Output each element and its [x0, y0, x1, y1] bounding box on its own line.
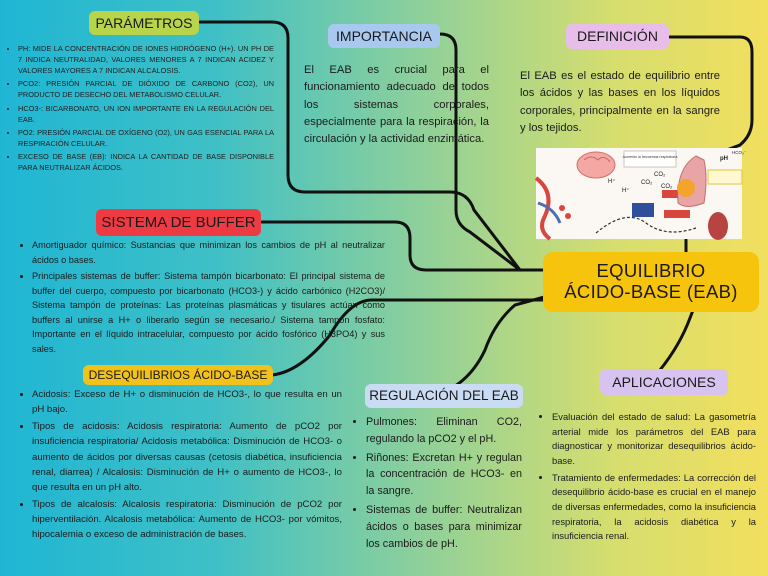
definicion-text: El EAB es el estado de equilibrio entre los ácidos y las bases en los líquidos corporales, principalmente en la sangre y los tejidos. [520, 70, 720, 135]
list-item: • PCO2: PRESIÓN PARCIAL DE DIÓXIDO DE CARBONO (CO2), UN PRODUCTO DE DESECHO DEL METABOLISMO CELULAR. [18, 78, 274, 100]
illustration [536, 148, 747, 239]
ph-label: pH [720, 156, 728, 162]
list-item: • PO2: PRESIÓN PARCIAL DE OXÍGENO (O2), UN GAS ESENCIAL PARA LA RESPIRACIÓN CELULAR. [18, 127, 274, 149]
desequilibrios-list [20, 387, 342, 545]
h-ion-label: H⁺ [622, 188, 630, 194]
list-item: • Pulmones: Eliminan CO2, regulando la pCO2 y el pH. [366, 414, 522, 448]
list-item: • Acidosis: Exceso de H+ o disminución de HCO3-, lo que resulta en un pH bajo. [32, 387, 342, 417]
kidney-icon [708, 212, 728, 240]
definicion-title: DEFINICIÓN [566, 24, 669, 49]
regulacion-title: REGULACIÓN DEL EAB [365, 384, 523, 408]
list-item: • EXCESO DE BASE (EB): INDICA LA CANTIDAD DE BASE DISPONIBLE PARA NEUTRALIZAR ÁCIDOS. [18, 151, 274, 173]
center-title: EQUILIBRIO ÁCIDO-BASE (EAB) [564, 260, 738, 302]
parametros-list [6, 43, 274, 175]
line-aplicaciones [660, 305, 695, 370]
list-item: • Evaluación del estado de salud: La gasometría arterial mide los parámetros del EAB para diagnosticar y monitorizar desequilibrios ácido-base. [552, 410, 756, 469]
line-regulacion [440, 296, 548, 394]
list-item: • Tipos de alcalosis: Alcalosis respiratoria: Disminución de pCO2 por hiperventilación. Alcalosis metabólica: Aumento de HCO3- por vómitos, hipocalemia o exceso de administración de bases. [32, 497, 342, 542]
co2-label: CO₂ [661, 184, 673, 190]
buffer-title: SISTEMA DE BUFFER [96, 209, 261, 236]
list-item: • Riñones: Excretan H+ y regulan la concentración de HCO3- en la sangre. [366, 450, 522, 500]
list-item: • Sistemas de buffer: Neutralizan ácidos o bases para minimizar los cambios de pH. [366, 502, 522, 552]
desequilibrios-title: DESEQUILIBRIOS ÁCIDO-BASE [83, 365, 273, 385]
illustration-banner: Aumento la frecuencia respiratoria [622, 155, 678, 159]
aplicaciones-list [540, 410, 756, 546]
list-item: • Tipos de acidosis: Acidosis respiratoria: Aumento de pCO2 por insuficiencia respiratoria/ Acidosis metabólica: Disminución de HCO3- o aumento de ácidos por diversas causas (cetosis diabética, insuficiencia renal, diarrea) / Alcalosis: Disminución de H+ o aumento de HCO3-, lo que resulta en un pH alto. [32, 419, 342, 495]
parametros-title: PARÁMETROS [89, 11, 199, 35]
physiology-illustration [536, 148, 747, 239]
regulacion-list [354, 414, 522, 555]
brain-icon [577, 152, 615, 178]
list-item: • HCO3-: BICARBONATO, UN ION IMPORTANTE EN LA REGULACIÓN DEL EAB. [18, 103, 274, 125]
buffer-list [20, 238, 385, 358]
co2-label: CO₂ [654, 172, 666, 178]
hco3-label: HCO₃⁻ [732, 150, 747, 155]
h-ion-label: H⁺ [608, 179, 616, 185]
list-item: • Tratamiento de enfermedades: La corrección del desequilibrio ácido-base es crucial en el manejo de diversas enfermedades, como la insuficiencia respiratoria, la acidosis diabética y la insuficiencia renal. [552, 471, 756, 544]
list-item: • Amortiguador químico: Sustancias que minimizan los cambios de pH al neutralizar ácidos o bases. [32, 238, 385, 267]
importancia-text: El EAB es crucial para el funcionamiento adecuado de todos los sistemas corporales, especialmente para la respiración, la circulación y la actividad enzimática. [304, 64, 489, 146]
importancia-title: IMPORTANCIA [328, 24, 440, 48]
co2-label: CO₂ [641, 180, 653, 186]
aplicaciones-title: APLICACIONES [600, 369, 728, 395]
list-item: • PH: MIDE LA CONCENTRACIÓN DE IONES HIDRÓGENO (H+). UN PH DE 7 INDICA NEUTRALIDAD, VALORES MENORES A 7 INDICAN ACIDEZ Y VALORES MAYORES A 7 INDICAN ALCALOSIS. [18, 43, 274, 76]
list-item: • Principales sistemas de buffer: Sistema tampón bicarbonato: El principal sistema de buffer del cuerpo, compuesto por bicarbonato (HCO3-) y ácido carbónico (H2CO3)/ Sistema tampón de proteínas: Las proteínas plasmáticas y tisulares actúan como buffers al unirse a H+ o liberarlo según se necesario./ Sistema tampón fosfato: Importante en el líquido intracelular, compuesto por ácido fosfórico (H3PO4) y sus sales. [32, 269, 385, 356]
center-node [543, 252, 759, 312]
